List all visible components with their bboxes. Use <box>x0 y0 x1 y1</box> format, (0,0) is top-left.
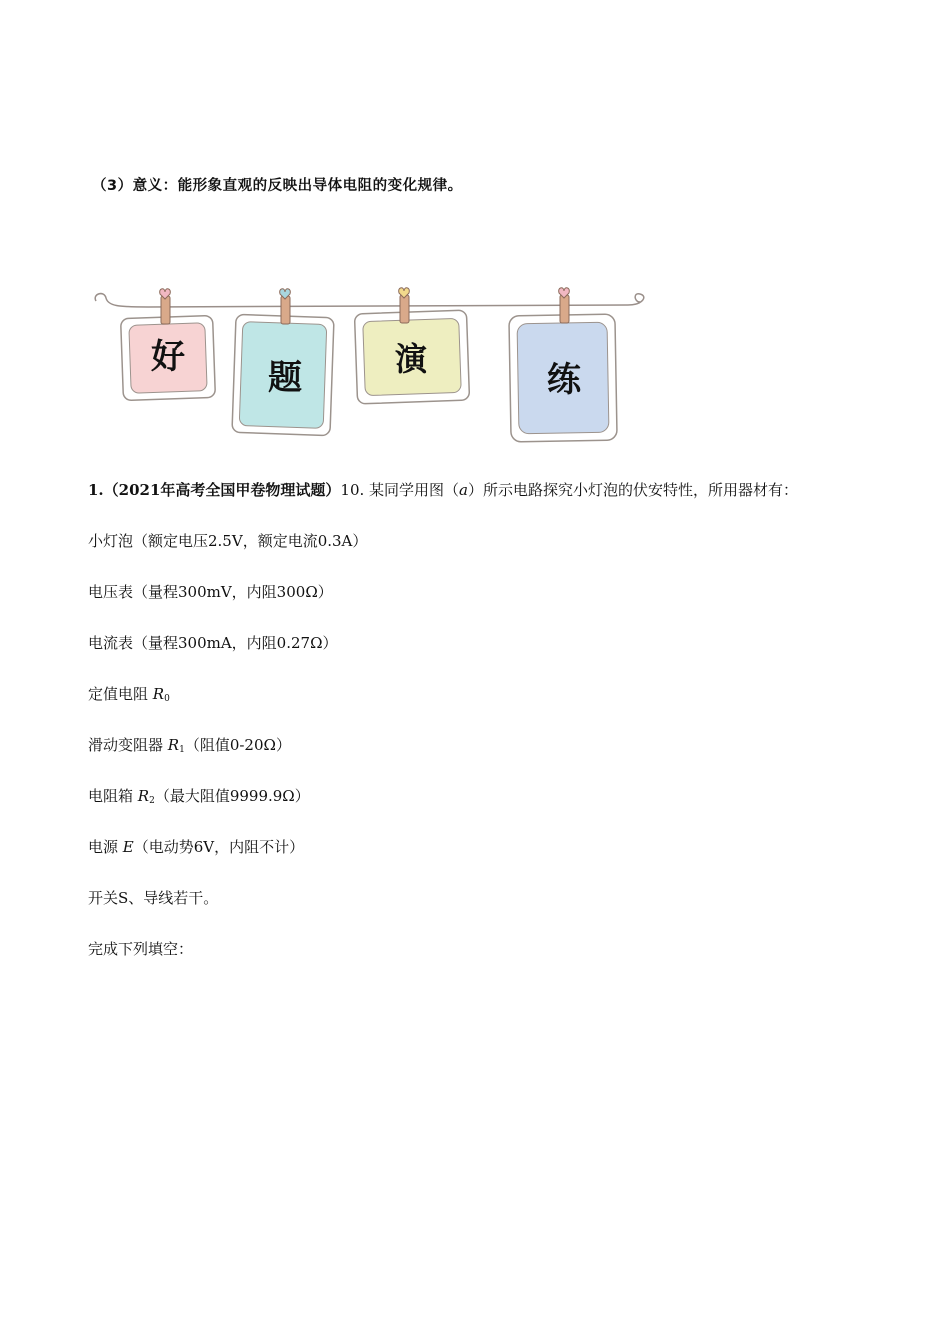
banner-card-4 <box>509 314 617 442</box>
item-r0 <box>88 684 170 709</box>
card-2-char: 题 <box>268 358 302 398</box>
question-source: （2021年高考全国甲卷物理试题） <box>103 481 341 499</box>
card-1-char: 好 <box>151 337 185 377</box>
item-ammeter: 电流表（量程300mA，内阻0.27Ω） <box>88 634 338 652</box>
banner-card-3 <box>354 310 469 404</box>
clothespin-4 <box>559 288 570 323</box>
r1-var: R <box>167 736 180 754</box>
r2-label: 电阻箱 <box>88 787 138 805</box>
question-stem-suffix: ）所示电路探究小灯泡的伏安特性，所用器材有： <box>468 481 799 499</box>
clothespin-2 <box>280 289 291 324</box>
banner-card-1 <box>121 315 216 400</box>
instruction: 完成下列填空： <box>88 940 194 958</box>
question-stem <box>88 480 798 500</box>
intro-text: （3）意义：能形象直观的反映出导体电阻的变化规律。 <box>92 178 463 194</box>
r1-label: 滑动变阻器 <box>88 736 168 754</box>
source-var: E <box>122 838 134 856</box>
clothespin-1 <box>160 289 171 324</box>
r2-var: R <box>137 787 150 805</box>
r2-spec: （最大阻值9999.9Ω） <box>154 787 310 805</box>
r0-label: 定值电阻 <box>88 685 153 703</box>
practice-banner <box>88 282 658 447</box>
r1-spec: （阻值0-20Ω） <box>184 736 291 754</box>
r2-sub: 2 <box>149 796 155 806</box>
clothespin-3 <box>399 288 410 323</box>
item-voltmeter: 电压表（量程300mV，内阻300Ω） <box>88 583 333 601</box>
item-r1 <box>88 735 291 760</box>
r0-var: R <box>152 685 165 703</box>
item-source <box>88 837 304 857</box>
question-number: 1. <box>88 481 104 499</box>
r0-sub: 0 <box>164 694 170 704</box>
r1-sub: 1 <box>179 745 185 755</box>
card-3-char: 演 <box>394 340 428 378</box>
source-spec: （电动势6V，内阻不计） <box>133 838 305 856</box>
item-switch: 开关S、导线若干。 <box>88 889 219 907</box>
banner-card-2 <box>232 314 334 435</box>
figure-var: a <box>459 481 468 499</box>
item-bulb: 小灯泡（额定电压2.5V，额定电流0.3A） <box>88 532 368 550</box>
item-r2 <box>88 786 310 811</box>
card-4-char: 练 <box>547 360 581 400</box>
question-stem-prefix: 10. 某同学用图（ <box>340 481 460 499</box>
source-label: 电源 <box>88 838 123 856</box>
